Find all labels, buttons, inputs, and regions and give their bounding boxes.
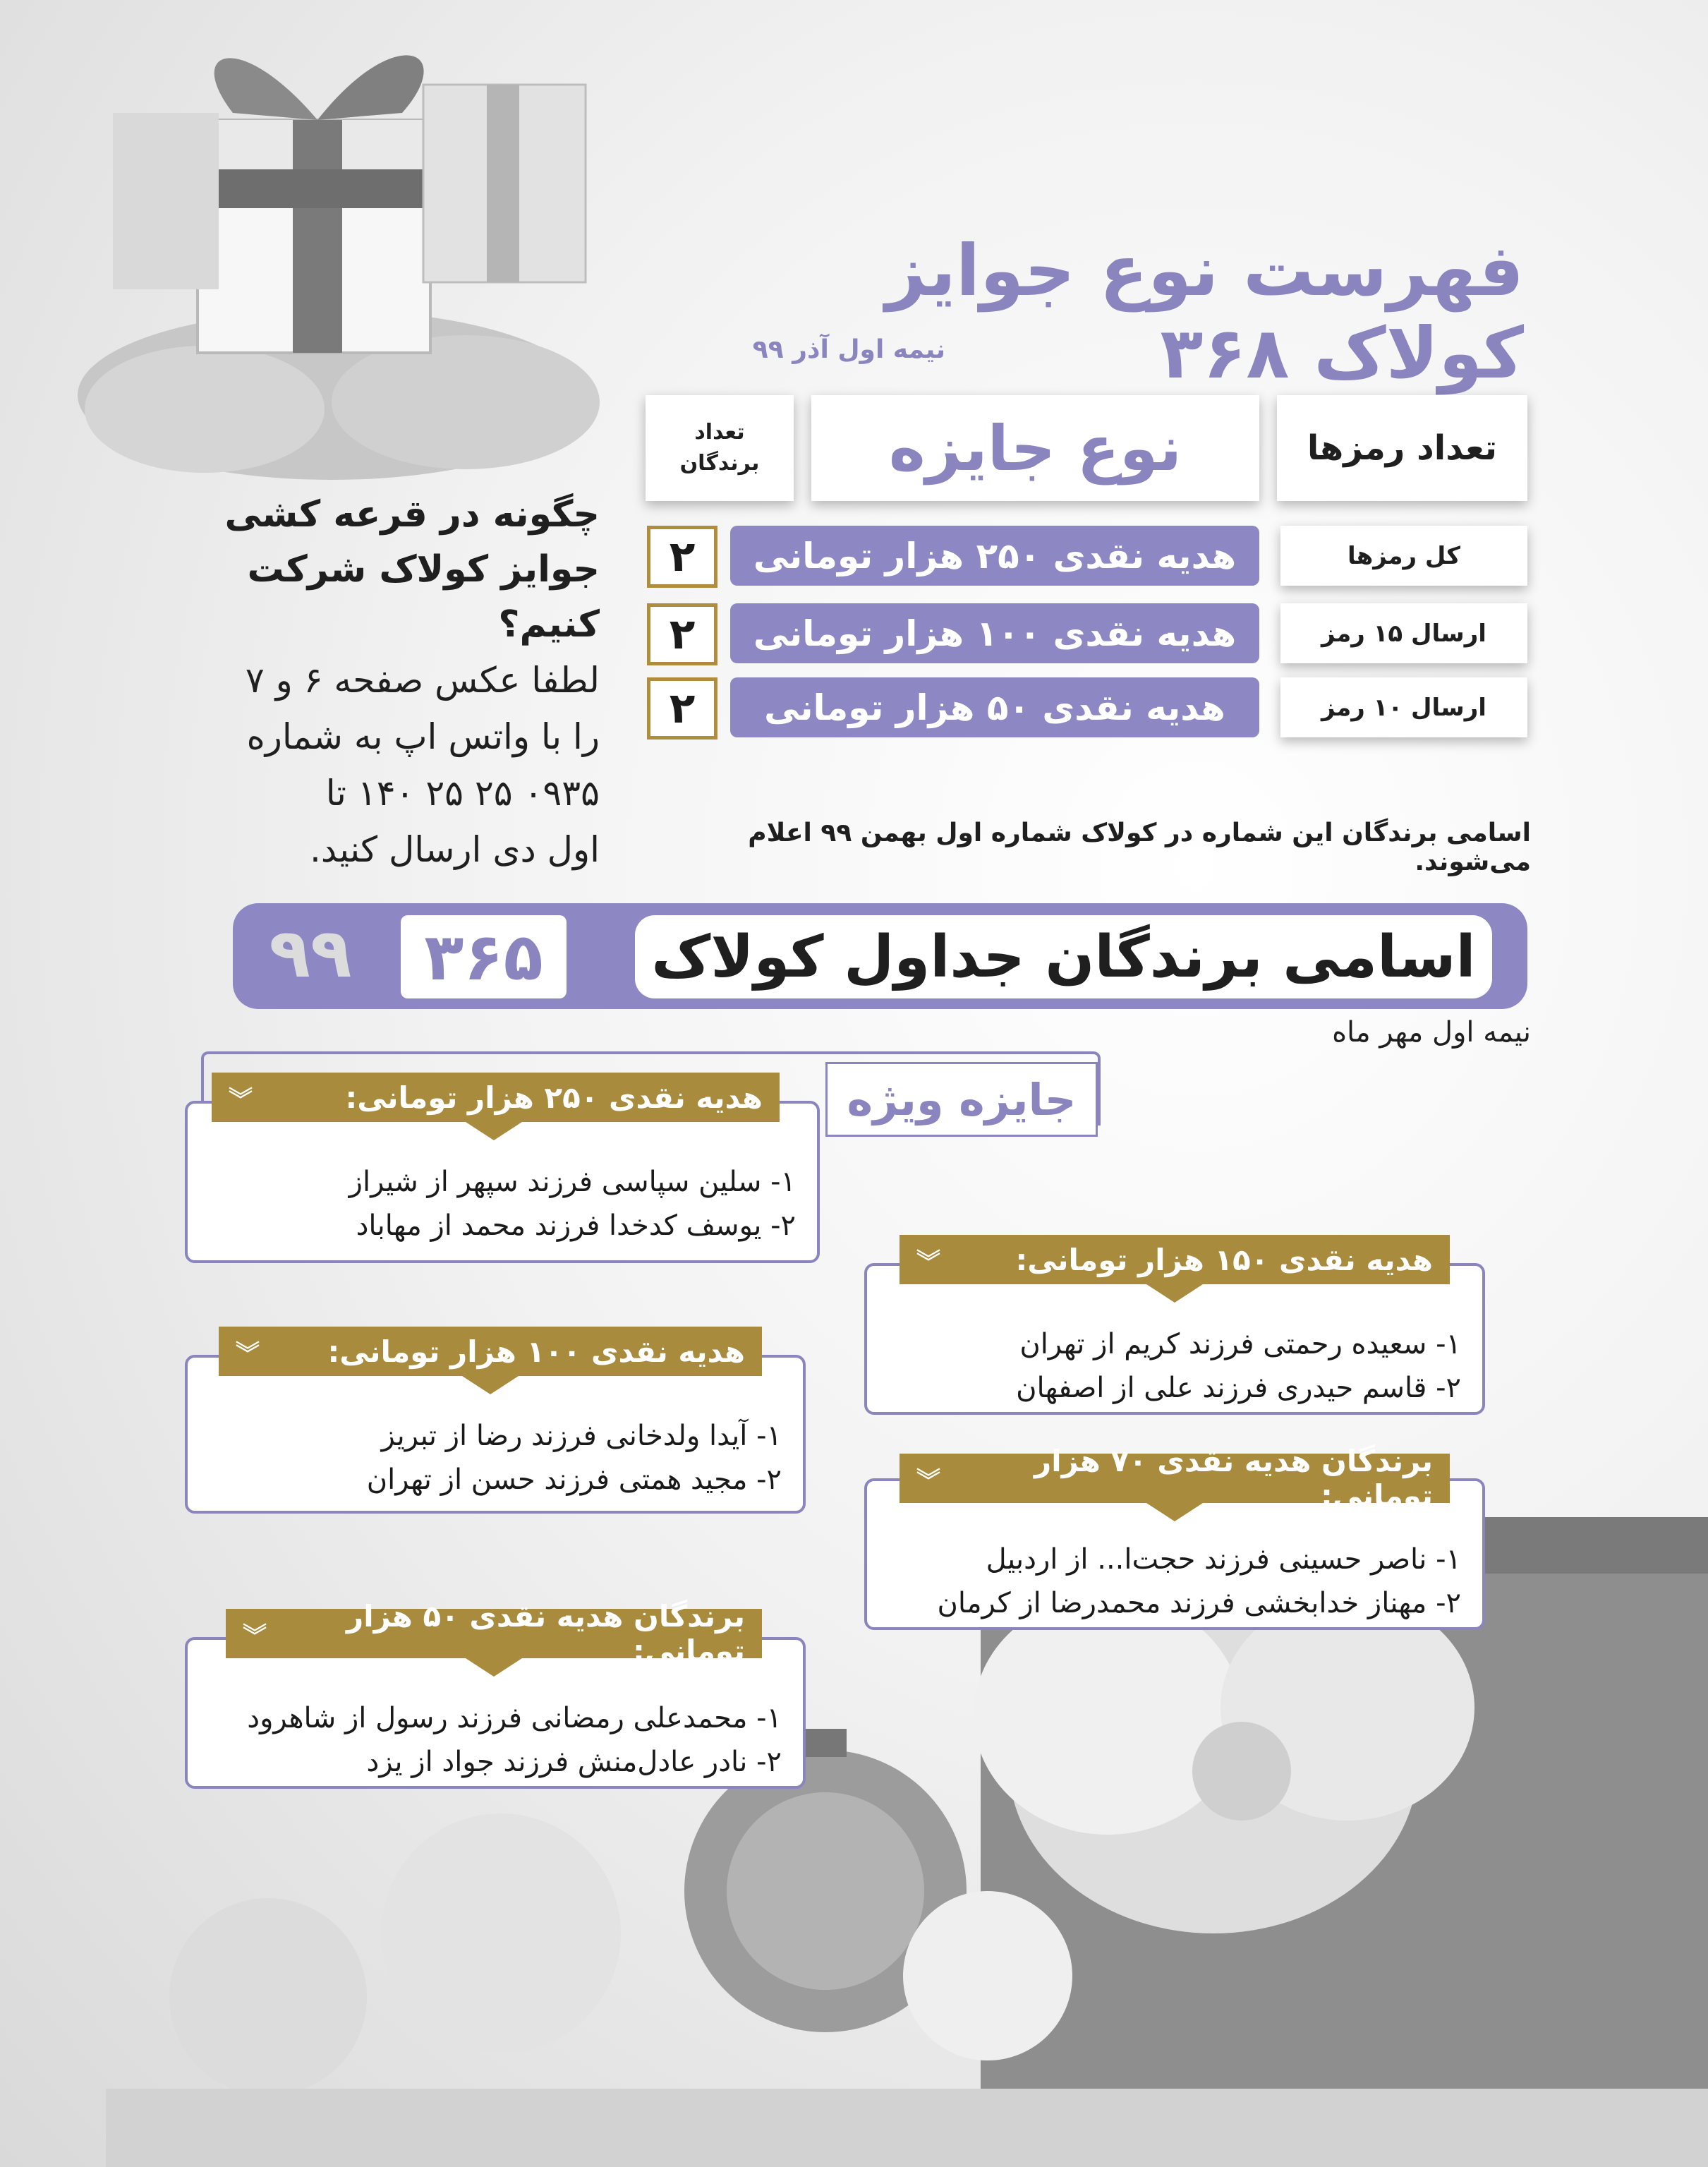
chevron-down-icon: ︾ [916,1248,936,1276]
winners-banner-year: ۹۹ [269,914,352,993]
winners-banner-title: اسامی برندگان جداول کولاک [651,923,1476,991]
list-item: ۱- محمدعلی رمضانی فرزند رسول از شاهرود [247,1702,782,1734]
special-label: جایزه ویژه [825,1062,1098,1137]
winner-card-250-header: هدیه نقدی ۲۵۰ هزار تومانی: ︾ [212,1073,780,1122]
howto-line-4: اول دی ارسال کنید. [309,829,600,870]
list-item: ۲- مجید همتی فرزند حسن از تهران [366,1463,782,1496]
header-notch [462,1376,519,1394]
table-header-winners: تعداد برندگان [646,395,794,501]
table-row-2-codes: ارسال ۱۵ رمز [1280,603,1527,663]
winners-banner-period: نیمه اول مهر ماه [1332,1016,1531,1049]
winner-list [876,1538,1461,1625]
howto-heading-1: چگونه در قرعه کشی [224,493,600,536]
winner-card-100-header: هدیه نقدی ۱۰۰ هزار تومانی: ︾ [219,1327,762,1376]
winner-list [196,1696,782,1784]
chevron-down-icon: ︾ [229,1085,248,1114]
winners-banner-issue-box [401,915,567,998]
winner-card-70-header: برندگان هدیه نقدی ۷۰ هزار تومانی: ︾ [900,1454,1450,1503]
chevron-down-icon: ︾ [243,1622,262,1650]
table-row-2-prize: هدیه نقدی ۱۰۰ هزار تومانی [730,603,1259,663]
table-row-1-codes: کل رمزها [1280,526,1527,586]
table-header-codes: تعداد رمزها [1277,395,1527,501]
winner-list [196,1160,796,1248]
winner-list [876,1322,1461,1410]
table-header-prize: نوع جایزه [811,395,1259,501]
list-item: ۲- قاسم حیدری فرزند علی از اصفهان [1016,1372,1461,1404]
chevron-down-icon: ︾ [236,1339,255,1368]
header-notch [1146,1503,1203,1521]
header-notch [466,1122,522,1140]
howto-line-1: لطفا عکس صفحه ۶ و ۷ [245,660,600,701]
list-item: ۱- ناصر حسینی فرزند حجت‌ا... از اردبیل [986,1543,1461,1576]
list-item: ۲- یوسف کدخدا فرزند محمد از مهاباد [356,1209,796,1242]
table-row-1-winners: ۲ [647,526,717,588]
table-row-3-winners: ۲ [647,677,717,740]
list-item: ۲- نادر عادل‌منش فرزند جواد از یزد [366,1746,782,1778]
howto-block [162,487,600,878]
announcement: اسامی برندگان این شماره در کولاک شماره اول بهمن ۹۹ اعلام می‌شوند. [748,819,1531,876]
winner-card-150-header: هدیه نقدی ۱۵۰ هزار تومانی: ︾ [900,1235,1450,1284]
table-row-3-codes: ارسال ۱۰ رمز [1280,677,1527,737]
chevron-down-icon: ︾ [916,1466,936,1495]
howto-heading-2: جوایز کولاک شرکت کنیم؟ [247,548,600,646]
winner-list [196,1414,782,1502]
howto-line-3: ۰۹۳۵ ۲۵ ۲۵ ۱۴۰ تا [325,773,600,814]
table-row-2-winners: ۲ [647,603,717,665]
winners-banner-issue: ۳۶۵ [424,919,543,995]
winner-card-50-header: برندگان هدیه نقدی ۵۰ هزار تومانی: ︾ [226,1609,762,1658]
list-item: ۱- آیدا ولدخانی فرزند رضا از تبریز [381,1420,782,1452]
table-row-1-prize: هدیه نقدی ۲۵۰ هزار تومانی [730,526,1259,586]
page-subtitle: نیمه اول آذر ۹۹ [752,335,945,364]
header-notch [466,1658,522,1677]
winners-banner-title-box [635,915,1492,998]
table-row-3-prize: هدیه نقدی ۵۰ هزار تومانی [730,677,1259,737]
list-item: ۱- سلین سپاسی فرزند سپهر از شیراز [349,1166,796,1198]
list-item: ۱- سعیده رحمتی فرزند کریم از تهران [1019,1328,1461,1360]
page-title: فهرست نوع جوایز کولاک ۳۶۸ [885,229,1524,394]
howto-line-2: را با واتس اپ به شماره [246,716,600,757]
header-notch [1146,1284,1203,1303]
list-item: ۲- مهناز خدابخشی فرزند محمدرضا از کرمان [937,1587,1461,1619]
